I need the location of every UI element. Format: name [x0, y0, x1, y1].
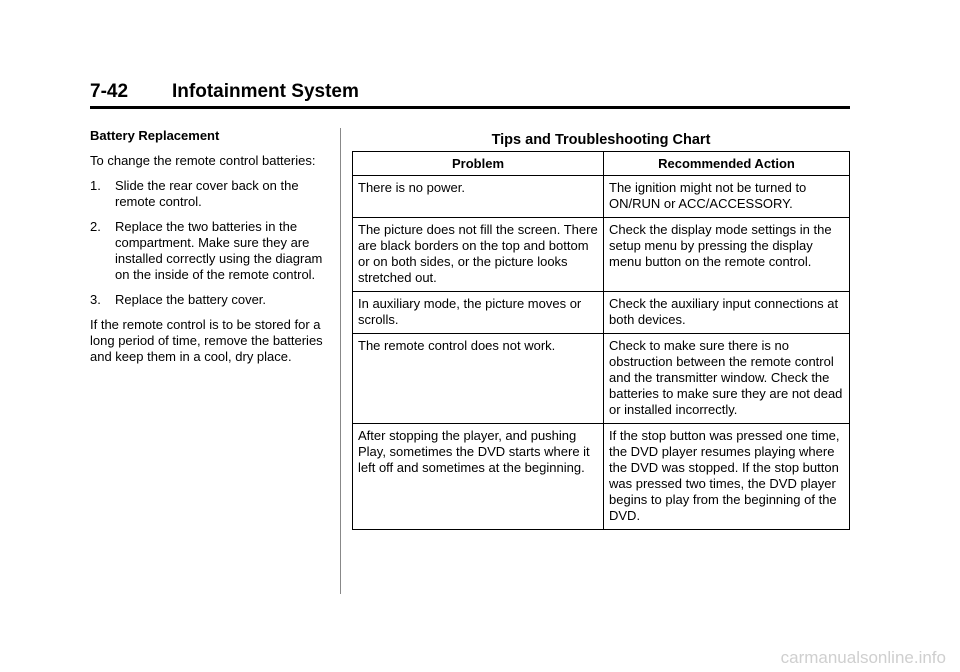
- page-number: 7-42: [90, 81, 129, 102]
- battery-intro: To change the remote control batteries:: [90, 153, 316, 168]
- step-number: 3.: [90, 292, 101, 307]
- chart-title: Tips and Troubleshooting Chart: [491, 132, 711, 148]
- table-row: [353, 176, 850, 218]
- table-row: [353, 218, 850, 292]
- action-cell: The ignition might not be turned to ON/RUN or ACC/ACCESSORY.: [604, 176, 850, 218]
- step-text: Slide the rear cover back on the remote control.: [115, 178, 299, 209]
- step-item: [90, 178, 335, 210]
- problem-cell: The remote control does not work.: [353, 334, 604, 424]
- problem-cell: After stopping the player, and pushing Play, sometimes the DVD starts where it left off and sometimes at the beginning.: [353, 424, 604, 530]
- action-cell: Check the display mode settings in the setup menu by pressing the display menu button on the remote control.: [604, 218, 850, 292]
- problem-cell: There is no power.: [353, 176, 604, 218]
- table-row: [353, 424, 850, 530]
- step-number: 1.: [90, 178, 101, 193]
- watermark: carmanualsonline.info: [780, 648, 946, 667]
- troubleshooting-table: [352, 151, 850, 530]
- step-text: Replace the two batteries in the compartment. Make sure they are installed correctly using the diagram on the inside of the remote control.: [115, 219, 323, 282]
- step-item: [90, 292, 335, 308]
- action-cell: Check to make sure there is no obstruction between the remote control and the transmitter window. Check the batteries to make sure they are not dead or installed incorrectly.: [604, 334, 850, 424]
- battery-replacement-heading: Battery Replacement: [90, 128, 220, 143]
- problem-cell: The picture does not fill the screen. There are black borders on the top and bottom or on both sides, or the picture looks stretched out.: [353, 218, 604, 292]
- battery-steps: [90, 178, 335, 308]
- table-row: [353, 292, 850, 334]
- column-divider: [340, 128, 341, 594]
- problem-cell: In auxiliary mode, the picture moves or scrolls.: [353, 292, 604, 334]
- action-cell: If the stop button was pressed one time, the DVD player resumes playing where the DVD was stopped. If the stop button was pressed two times, the DVD player begins to play from the beginning of the DVD.: [604, 424, 850, 530]
- action-header: Recommended Action: [604, 152, 850, 176]
- battery-replacement-section: [90, 128, 335, 374]
- step-number: 2.: [90, 219, 101, 234]
- step-item: [90, 219, 335, 283]
- problem-header: Problem: [353, 152, 604, 176]
- step-text: Replace the battery cover.: [115, 292, 267, 307]
- section-title: Infotainment System: [172, 81, 359, 102]
- table-header-row: [353, 152, 850, 176]
- action-cell: Check the auxiliary input connections at both devices.: [604, 292, 850, 334]
- battery-storage-note: If the remote control is to be stored for a long period of time, remove the batteries and keep them in a cool, dry place.: [90, 317, 323, 364]
- page-header: [90, 80, 850, 109]
- table-row: [353, 334, 850, 424]
